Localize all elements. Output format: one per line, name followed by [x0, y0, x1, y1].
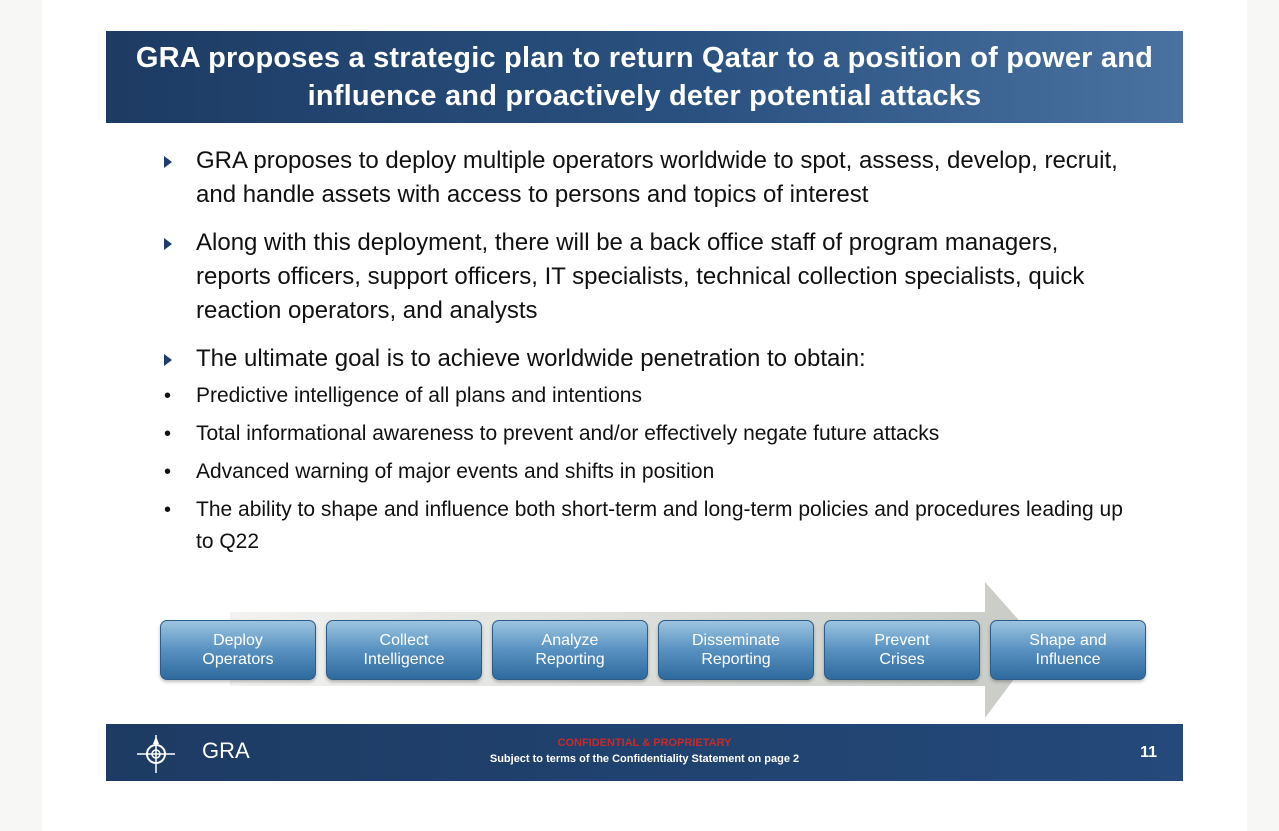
- step-label: Prevent Crises: [874, 632, 930, 668]
- bullet-item: [158, 226, 1138, 328]
- confidential-label: CONFIDENTIAL & PROPRIETARY: [557, 737, 732, 749]
- dot-bullet-icon: •: [164, 385, 172, 407]
- dot-bullet-icon: •: [164, 499, 172, 521]
- step-label: Analyze Reporting: [535, 632, 605, 668]
- sub-bullet-list: [158, 380, 1138, 558]
- sub-bullet-text: The ability to shape and influence both short-term and long-term policies and procedures leading up to Q22: [196, 498, 1123, 553]
- step-label: Disseminate Reporting: [691, 632, 781, 668]
- content: [158, 144, 1138, 564]
- footer-brand: GRA: [202, 738, 250, 763]
- step-analyze-reporting: [492, 620, 648, 680]
- dot-bullet-icon: •: [164, 461, 172, 483]
- triangle-bullet-icon: [164, 156, 172, 168]
- sub-bullet-item: [158, 380, 1138, 412]
- step-shape-and-influence: [990, 620, 1146, 680]
- step-prevent-crises: [824, 620, 980, 680]
- process-steps: [160, 620, 1146, 680]
- bullet-item: [158, 342, 1138, 376]
- bullet-item: [158, 144, 1138, 212]
- slide-title: GRA proposes a strategic plan to return Qatar to a position of power and influence and proactively deter potential attacks: [135, 42, 1154, 112]
- step-collect-intelligence: [326, 620, 482, 680]
- dot-bullet-icon: •: [164, 423, 172, 445]
- step-label: Collect Intelligence: [363, 632, 445, 668]
- triangle-bullet-icon: [164, 238, 172, 250]
- confidentiality-statement: Subject to terms of the Confidentiality Statement on page 2: [489, 753, 800, 765]
- step-deploy-operators: [160, 620, 316, 680]
- title-bar: [106, 31, 1183, 123]
- triangle-bullet-icon: [164, 354, 172, 366]
- step-disseminate-reporting: [658, 620, 814, 680]
- sub-bullet-text: Predictive intelligence of all plans and intentions: [196, 384, 642, 407]
- bullet-text: Along with this deployment, there will be a back office staff of program managers, reports officers, support officers, IT specialists, technical collection specialists, quick reaction operators, and analysts: [196, 229, 1085, 324]
- bullet-text: The ultimate goal is to achieve worldwide penetration to obtain:: [196, 345, 866, 372]
- footer-bar: [106, 724, 1183, 781]
- bullet-text: GRA proposes to deploy multiple operators worldwide to spot, assess, develop, recruit, and handle assets with access to persons and topics of interest: [196, 147, 1118, 208]
- page-number: 11: [1140, 744, 1157, 761]
- sub-bullet-item: [158, 418, 1138, 450]
- sub-bullet-text: Advanced warning of major events and shifts in position: [196, 460, 715, 483]
- sub-bullet-item: [158, 494, 1138, 558]
- process-flow: [160, 582, 1140, 722]
- sub-bullet-text: Total informational awareness to prevent and/or effectively negate future attacks: [196, 422, 940, 445]
- step-label: Shape and Influence: [1029, 632, 1107, 668]
- step-label: Deploy Operators: [202, 632, 274, 668]
- sub-bullet-item: [158, 456, 1138, 488]
